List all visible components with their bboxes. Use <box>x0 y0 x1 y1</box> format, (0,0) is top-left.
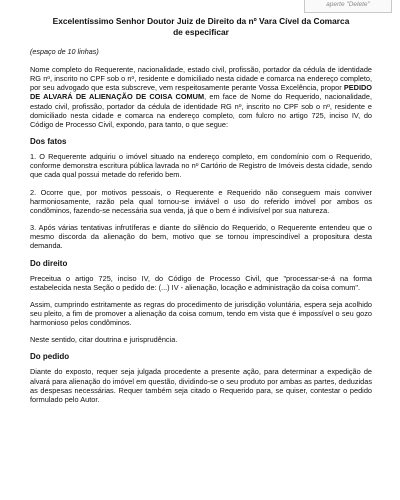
intro-text-2: , em face de Nome do Requerido, nacionalidade, estado civil, profissão, portador da cédula de identidade RG nº, inscrito no CPF sob o nº, residente e domiciliado nesta cidade e comarca na endereço completo, com fulcro no artigo 725, inciso IV, do Código de Processo Civil, expondo, para tanto, o que segue: <box>30 92 372 129</box>
fato-paragraph-1: 1. O Requerente adquiriu o imóvel situado na endereço completo, em condomínio com o Requerido, conforme demonstra escritura pública lavrada no nº Cartório de Registro de Imóveis desta cidade, sendo que cada qual possui metade do referido bem. <box>30 152 372 180</box>
direito-paragraph-3: Neste sentido, citar doutrina e jurisprudência. <box>30 335 178 345</box>
heading-direito: Do direito <box>30 258 68 268</box>
hint-note: aperte "Delete" <box>304 0 392 13</box>
intro-text-1: Nome completo do Requerente, nacionalidade, estado civil, profissão, portador da cédula de identidade RG nº, inscrito no CPF sob o nº, residente e domiciliado nesta cidade e comarca na endereço completo, por seu advogado que esta subscreve, vem respeitosamente perante Vossa Excelência, propor <box>30 65 372 93</box>
fato-paragraph-3: 3. Após várias tentativas infrutíferas e diante do silêncio do Requerido, o Requerente entendeu que o mesmo discorda da alienação do bem, motivo que se tornou imprescindível a propositura desta demanda. <box>30 223 372 251</box>
title-line-2: de especificar <box>173 26 229 37</box>
fato-paragraph-2: 2. Ocorre que, por motivos pessoais, o Requerente e Requerido não conseguem mais conviver harmoniosamente, razão pela qual tornou-se inviável o uso do referido imóvel por ambos os condôminos, fazendo-se necessária sua venda, já que o bem é indivisível por sua natureza. <box>30 187 372 215</box>
direito-paragraph-2: Assim, cumprindo estritamente as regras do procedimento de jurisdição voluntária, espera seja acolhido seu pleito, a fim de promover a alienação da coisa comum, tendo em vista que é impossível o seu gozo harmonioso pelos condôminos. <box>30 299 372 328</box>
pedido-paragraph-1: Diante do exposto, requer seja julgada procedente a presente ação, para determinar a expedição de alvará para alienação do imóvel em questão, dividindo-se o seu produto por ambas as partes, deduzidas as despesas necessárias. Requer também seja citado o Requerido para, se quiser, contestar o pedido formulado pelo Autor. <box>30 367 372 404</box>
direito-paragraph-1: Preceitua o artigo 725, inciso IV, do Código de Processo Civil, que "processar-se-á na forma estabelecida nesta Seção o pedido de: (...) IV - alienação, locação e administração da coisa comum". <box>30 273 372 292</box>
heading-fatos: Dos fatos <box>30 137 67 147</box>
intro-paragraph <box>30 65 372 129</box>
heading-pedido: Do pedido <box>30 352 70 362</box>
intro-bold-request: PEDIDO DE ALVARÁ DE ALIENAÇÃO DE COISA COMUM <box>30 83 372 102</box>
document-title <box>30 16 372 37</box>
space-note: (espaço de 10 linhas) <box>30 47 99 56</box>
title-line-1: Excelentíssimo Senhor Doutor Juiz de Direito da nº Vara Cível da Comarca <box>52 16 350 26</box>
